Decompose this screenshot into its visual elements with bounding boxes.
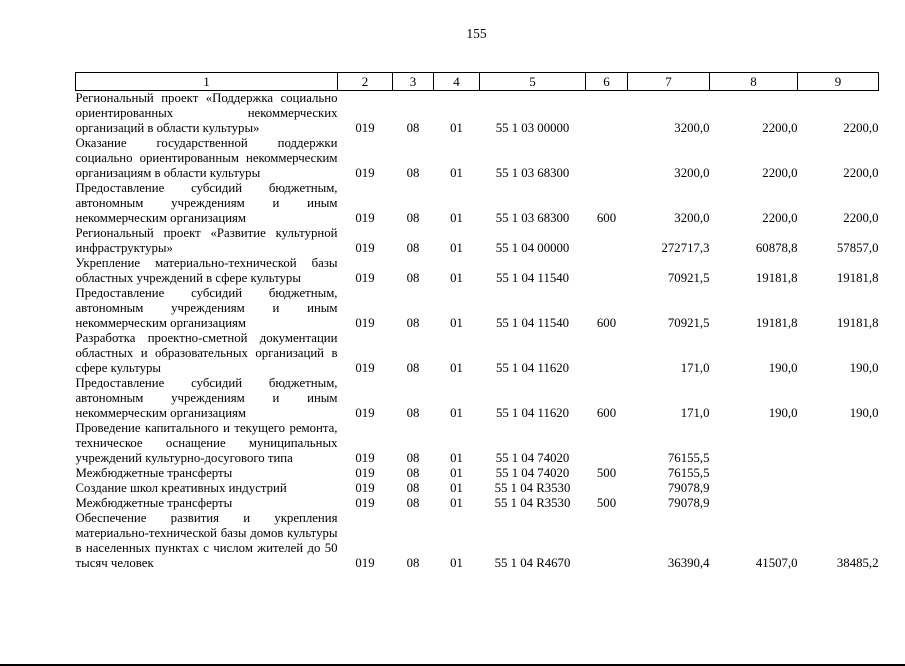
row-cell-col6 — [586, 226, 628, 256]
row-cell-col2: 019 — [355, 211, 375, 225]
row-cell-col4: 01 — [450, 556, 463, 570]
page-number: 155 — [466, 26, 487, 41]
row-title: Проведение капитального и текущего ремонта, техническое оснащение муниципальных учреждений культурно-досугового типа — [75, 421, 338, 465]
row-cell-col5: 55 1 03 68300 — [495, 211, 570, 225]
row-cell-col2: 019 — [355, 361, 375, 375]
row-cell-col7: 79078,9 — [667, 496, 710, 510]
row-cell-col2: 019 — [355, 121, 375, 135]
row-cell-col6 — [586, 91, 628, 137]
row-cell-col9 — [798, 421, 879, 466]
row-cell-col9: 19181,8 — [836, 316, 879, 330]
row-cell-col5: 55 1 04 74020 — [495, 466, 570, 480]
table-row — [76, 376, 879, 421]
row-cell-col4: 01 — [450, 316, 463, 330]
header-col-9: 9 — [798, 73, 879, 91]
header-col-7: 7 — [628, 73, 710, 91]
row-cell-col8 — [710, 481, 798, 496]
row-cell-col3: 08 — [406, 406, 420, 420]
row-cell-col6: 600 — [596, 406, 617, 420]
row-cell-col9: 2200,0 — [843, 121, 879, 135]
row-cell-col5: 55 1 04 11620 — [495, 406, 570, 420]
row-cell-col2: 019 — [355, 481, 375, 495]
table-row — [76, 286, 879, 331]
row-cell-col7: 3200,0 — [674, 166, 710, 180]
table-row — [76, 136, 879, 181]
header-col-1: 1 — [76, 73, 338, 91]
row-title: Межбюджетные трансферты — [75, 466, 233, 480]
row-title: Предоставление субсидий бюджетным, автономным учреждениям и иным некоммерческим организациям — [75, 376, 338, 420]
row-title: Укрепление материально-технической базы областных учреждений в сфере культуры — [75, 256, 338, 285]
row-cell-col7: 3200,0 — [674, 121, 710, 135]
table-header — [76, 73, 879, 91]
table-row — [76, 511, 879, 571]
row-cell-col6: 600 — [596, 316, 617, 330]
table-header-row — [76, 73, 879, 91]
table-row — [76, 466, 879, 481]
row-cell-col5: 55 1 04 R4670 — [494, 556, 571, 570]
row-cell-col4: 01 — [450, 271, 463, 285]
row-cell-col3: 08 — [406, 166, 420, 180]
row-cell-col9: 19181,8 — [836, 271, 879, 285]
row-cell-col3: 08 — [406, 211, 420, 225]
row-cell-col3: 08 — [406, 241, 420, 255]
row-cell-col8: 60878,8 — [755, 241, 798, 255]
row-cell-col7: 171,0 — [680, 406, 710, 420]
row-title: Региональный проект «Развитие культурной инфраструктуры» — [75, 226, 338, 255]
row-cell-col8 — [710, 421, 798, 466]
header-col-8: 8 — [710, 73, 798, 91]
row-cell-col7: 70921,5 — [667, 271, 710, 285]
row-cell-col8: 2200,0 — [762, 211, 798, 225]
row-cell-col3: 08 — [406, 466, 420, 480]
row-cell-col7: 70921,5 — [667, 316, 710, 330]
row-title: Региональный проект «Поддержка социально ориентированных некоммерческих организаций в области культуры» — [75, 91, 338, 135]
row-title: Разработка проектно-сметной документации областных и образовательных организаций в сфере культуры — [75, 331, 338, 375]
row-cell-col8: 19181,8 — [755, 316, 798, 330]
header-col-5: 5 — [480, 73, 586, 91]
row-cell-col2: 019 — [355, 466, 375, 480]
row-cell-col4: 01 — [450, 121, 463, 135]
budget-table — [75, 72, 879, 571]
row-cell-col5: 55 1 04 11540 — [495, 271, 570, 285]
row-cell-col5: 55 1 04 R3530 — [494, 481, 571, 495]
row-cell-col2: 019 — [355, 451, 375, 465]
table-row — [76, 181, 879, 226]
row-title: Предоставление субсидий бюджетным, автономным учреждениям и иным некоммерческим организациям — [75, 286, 338, 330]
row-cell-col3: 08 — [406, 121, 420, 135]
row-cell-col5: 55 1 03 68300 — [495, 166, 570, 180]
table-row — [76, 421, 879, 466]
row-cell-col4: 01 — [450, 211, 463, 225]
row-cell-col4: 01 — [450, 481, 463, 495]
row-cell-col3: 08 — [406, 496, 420, 510]
row-cell-col2: 019 — [355, 496, 375, 510]
row-title: Предоставление субсидий бюджетным, автономным учреждениям и иным некоммерческим организациям — [75, 181, 338, 225]
row-cell-col2: 019 — [355, 271, 375, 285]
row-cell-col2: 019 — [355, 556, 375, 570]
row-cell-col9: 2200,0 — [843, 211, 879, 225]
row-cell-col7: 36390,4 — [667, 556, 710, 570]
row-cell-col7: 171,0 — [680, 361, 710, 375]
table-row — [76, 91, 879, 137]
row-cell-col7: 76155,5 — [667, 466, 710, 480]
row-cell-col5: 55 1 04 11540 — [495, 316, 570, 330]
table-row — [76, 256, 879, 286]
row-cell-col6 — [586, 481, 628, 496]
row-cell-col8: 19181,8 — [755, 271, 798, 285]
row-cell-col9: 190,0 — [849, 406, 879, 420]
row-cell-col2: 019 — [355, 406, 375, 420]
row-title: Оказание государственной поддержки социально ориентированным некоммерческим организациям в области культуры — [75, 136, 338, 180]
row-cell-col9 — [798, 481, 879, 496]
table-row — [76, 331, 879, 376]
row-cell-col3: 08 — [406, 481, 420, 495]
row-cell-col8: 2200,0 — [762, 121, 798, 135]
row-cell-col8: 2200,0 — [762, 166, 798, 180]
row-cell-col9: 2200,0 — [843, 166, 879, 180]
header-col-6: 6 — [586, 73, 628, 91]
row-cell-col3: 08 — [406, 361, 420, 375]
row-cell-col3: 08 — [406, 451, 420, 465]
row-cell-col6: 500 — [596, 466, 617, 480]
table-row — [76, 496, 879, 511]
table-row — [76, 226, 879, 256]
row-cell-col8: 190,0 — [768, 406, 798, 420]
row-cell-col9: 57857,0 — [836, 241, 879, 255]
row-cell-col8: 190,0 — [768, 361, 798, 375]
row-cell-col6 — [586, 421, 628, 466]
row-cell-col9: 190,0 — [849, 361, 879, 375]
row-cell-col6 — [586, 256, 628, 286]
row-cell-col4: 01 — [450, 361, 463, 375]
row-cell-col3: 08 — [406, 316, 420, 330]
row-cell-col5: 55 1 03 00000 — [495, 121, 570, 135]
row-cell-col8 — [710, 496, 798, 511]
table-row — [76, 481, 879, 496]
row-cell-col2: 019 — [355, 166, 375, 180]
row-cell-col4: 01 — [450, 451, 463, 465]
row-cell-col6 — [586, 136, 628, 181]
row-cell-col3: 08 — [406, 271, 420, 285]
row-cell-col5: 55 1 04 74020 — [495, 451, 570, 465]
row-title: Обеспечение развития и укрепления материально-технической базы домов культуры в населенных пунктах с числом жителей до 50 тысяч человек — [75, 511, 338, 570]
row-cell-col5: 55 1 04 00000 — [495, 241, 570, 255]
row-cell-col6 — [586, 511, 628, 571]
row-cell-col9 — [798, 496, 879, 511]
row-cell-col6 — [586, 331, 628, 376]
row-cell-col2: 019 — [355, 241, 375, 255]
row-cell-col7: 3200,0 — [674, 211, 710, 225]
header-col-3: 3 — [393, 73, 434, 91]
row-title: Межбюджетные трансферты — [75, 496, 233, 510]
row-title: Создание школ креативных индустрий — [75, 481, 287, 495]
row-cell-col5: 55 1 04 R3530 — [494, 496, 571, 510]
row-cell-col9: 38485,2 — [836, 556, 879, 570]
table-body — [76, 91, 879, 572]
row-cell-col9 — [798, 466, 879, 481]
row-cell-col3: 08 — [406, 556, 420, 570]
header-col-4: 4 — [434, 73, 480, 91]
row-cell-col4: 01 — [450, 496, 463, 510]
row-cell-col8 — [710, 466, 798, 481]
row-cell-col7: 79078,9 — [667, 481, 710, 495]
header-col-2: 2 — [338, 73, 393, 91]
row-cell-col4: 01 — [450, 166, 463, 180]
row-cell-col4: 01 — [450, 241, 463, 255]
row-cell-col4: 01 — [450, 466, 463, 480]
row-cell-col4: 01 — [450, 406, 463, 420]
row-cell-col8: 41507,0 — [755, 556, 798, 570]
row-cell-col2: 019 — [355, 316, 375, 330]
row-cell-col5: 55 1 04 11620 — [495, 361, 570, 375]
row-cell-col6: 600 — [596, 211, 617, 225]
row-cell-col7: 76155,5 — [667, 451, 710, 465]
row-cell-col6: 500 — [596, 496, 617, 510]
row-cell-col7: 272717,3 — [661, 241, 710, 255]
